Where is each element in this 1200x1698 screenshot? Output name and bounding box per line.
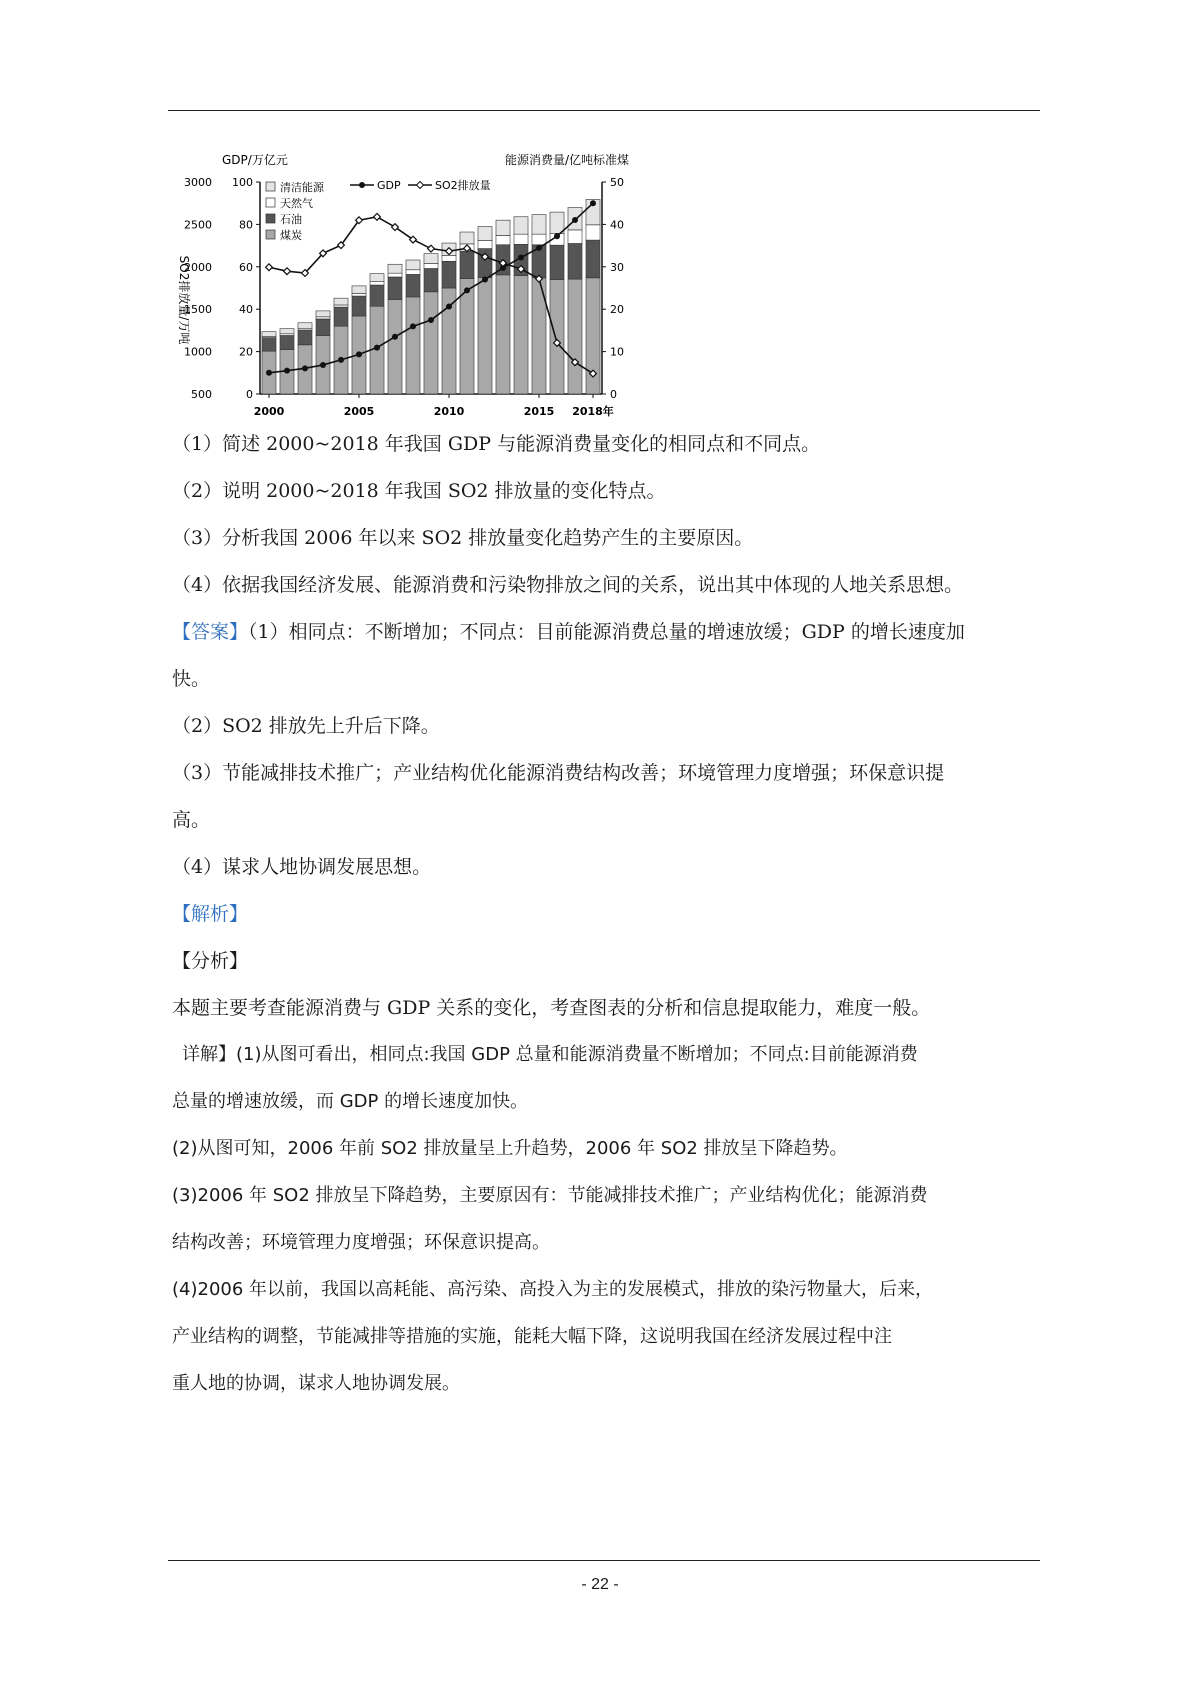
gdp-point — [590, 200, 596, 206]
so2-tick-label: 500 — [191, 388, 212, 401]
so2-point — [266, 264, 273, 271]
energy-bar-segment — [478, 241, 492, 249]
gdp-tick-label: 100 — [232, 176, 253, 189]
gdp-tick-label: 80 — [239, 218, 253, 232]
gdp-axis-label: GDP/万亿元 — [222, 153, 288, 167]
analysis-intro: 本题主要考查能源消费与 GDP 关系的变化，考查图表的分析和信息提取能力，难度一般。 — [172, 997, 931, 1019]
so2-point — [374, 213, 381, 220]
question-2: （2）说明 2000~2018 年我国 SO2 排放量的变化特点。 — [172, 480, 666, 502]
gdp-point — [302, 365, 308, 371]
energy-bar-segment — [388, 277, 402, 299]
answer-4: （4）谋求人地协调发展思想。 — [172, 856, 432, 878]
energy-bar-segment — [406, 260, 420, 270]
detail-line-2: 总量的增速放缓，而 GDP 的增长速度加快。 — [172, 1091, 529, 1112]
energy-bar-segment — [424, 268, 438, 291]
analysis-subtag: 【分析】 — [172, 950, 249, 972]
legend-label: 清洁能源 — [280, 181, 324, 194]
energy-axis-label: 能源消费量/亿吨标准煤 — [505, 153, 630, 167]
gdp-tick-label: 0 — [246, 388, 253, 401]
legend-swatch — [266, 182, 275, 191]
energy-bar-segment — [514, 234, 528, 244]
gdp-point — [320, 362, 326, 368]
answer-tag: 【答案】 — [172, 621, 249, 643]
energy-bar-segment — [442, 255, 456, 261]
so2-point — [284, 268, 291, 275]
energy-bar-segment — [478, 227, 492, 241]
energy-bar-segment — [424, 263, 438, 268]
energy-bar-segment — [514, 276, 528, 394]
gdp-point — [266, 370, 272, 376]
x-tick-label: 2000 — [253, 405, 285, 418]
chart-svg — [168, 150, 668, 420]
energy-bar-segment — [496, 220, 510, 235]
energy-bar-segment — [568, 230, 582, 244]
detail-line-4: (3)2006 年 SO2 排放呈下降趋势，主要原因有：节能减排技术推广；产业结构优化；能源消费 — [172, 1185, 928, 1206]
legend-label: 石油 — [280, 213, 302, 226]
answer-1-cont: 快。 — [172, 668, 211, 690]
legend-label: GDP — [377, 179, 401, 192]
energy-bar-segment — [550, 245, 564, 279]
energy-bar-segment — [262, 332, 276, 337]
energy-bar-segment — [298, 330, 312, 345]
header-rule — [168, 110, 1040, 111]
energy-bar-segment — [370, 282, 384, 285]
energy-bar-segment — [280, 329, 294, 334]
energy-bar-segment — [424, 254, 438, 264]
energy-bar-segment — [352, 296, 366, 316]
energy-bar-segment — [388, 264, 402, 273]
energy-bar-segment — [514, 217, 528, 234]
gdp-point — [356, 351, 362, 357]
gdp-point — [428, 317, 434, 323]
energy-bar-segment — [442, 261, 456, 288]
legend-label: 煤炭 — [280, 229, 302, 242]
detail-line-6: (4)2006 年以前，我国以高耗能、高污染、高投入为主的发展模式，排放的染污物量大，后来， — [172, 1279, 934, 1300]
energy-tick-label: 20 — [610, 303, 624, 317]
page-number: - 22 - — [581, 1576, 619, 1593]
question-3: （3）分析我国 2006 年以来 SO2 排放量变化趋势产生的主要原因。 — [172, 527, 754, 549]
energy-bar-segment — [262, 338, 276, 352]
energy-bar-segment — [406, 270, 420, 275]
energy-bar-segment — [316, 317, 330, 319]
energy-bar-segment — [550, 212, 564, 233]
legend-swatch — [266, 214, 275, 223]
gdp-point — [536, 245, 542, 251]
energy-bar-segment — [334, 305, 348, 307]
so2-tick-label: 1000 — [184, 345, 212, 359]
x-tick-label: 2010 — [433, 405, 465, 418]
energy-bar-segment — [460, 279, 474, 394]
energy-bar-segment — [316, 319, 330, 336]
energy-tick-label: 30 — [610, 260, 624, 274]
energy-bar-segment — [568, 279, 582, 394]
so2-point — [428, 245, 435, 252]
gdp-point — [464, 287, 470, 293]
detail-line-7: 产业结构的调整，节能减排等措施的实施，能耗大幅下降，这说明我国在经济发展过程中注 — [172, 1326, 892, 1347]
energy-bar-segment — [334, 298, 348, 305]
legend-label: 天然气 — [280, 197, 313, 210]
gdp-point — [482, 277, 488, 283]
gdp-tick-label: 20 — [239, 345, 253, 359]
detail-line-3: (2)从图可知，2006 年前 SO2 排放量呈上升趋势，2006 年 SO2 排放呈下降趋势。 — [172, 1138, 848, 1159]
energy-bar-segment — [424, 292, 438, 394]
analysis-tag: 【解析】 — [172, 903, 249, 925]
gdp-point — [446, 303, 452, 309]
question-1: （1）简述 2000~2018 年我国 GDP 与能源消费量变化的相同点和不同点。 — [172, 433, 821, 455]
energy-bar-segment — [334, 307, 348, 326]
answer-3: （3）节能减排技术推广；产业结构优化能源消费结构改善；环境管理力度增强；环保意识提 — [172, 762, 945, 784]
gdp-point — [554, 233, 560, 239]
energy-bar-segment — [388, 299, 402, 394]
energy-bar-segment — [460, 251, 474, 279]
energy-bar-segment — [352, 294, 366, 297]
question-4: （4）依据我国经济发展、能源消费和污染物排放之间的关系，说出其中体现的人地关系思想。 — [172, 574, 964, 596]
x-tick-label: 2018年 — [572, 405, 614, 418]
energy-tick-label: 40 — [610, 218, 624, 232]
energy-bar-segment — [406, 274, 420, 296]
detail-line-5: 结构改善；环境管理力度增强；环保意识提高。 — [172, 1232, 550, 1253]
gdp-point — [338, 357, 344, 363]
answer-3-cont: 高。 — [172, 809, 211, 831]
energy-bar-segment — [370, 285, 384, 306]
gdp-point — [284, 368, 290, 374]
energy-bar-segment — [298, 323, 312, 329]
x-tick-label: 2015 — [523, 405, 555, 418]
answer-1: （1）相同点：不断增加；不同点：目前能源消费总量的增速放缓；GDP 的增长速度加 — [248, 621, 965, 643]
energy-gdp-so2-chart — [168, 150, 668, 420]
so2-tick-label: 2500 — [184, 218, 212, 232]
gdp-point — [374, 345, 380, 351]
energy-bar-segment — [532, 234, 546, 245]
energy-bar-segment — [496, 235, 510, 244]
legend-so2-marker — [417, 182, 424, 189]
legend-label: SO2排放量 — [435, 179, 491, 192]
answer-2: （2）SO2 排放先上升后下降。 — [172, 715, 440, 737]
legend-swatch — [266, 198, 275, 207]
energy-tick-label: 50 — [610, 176, 624, 189]
energy-bar-segment — [316, 311, 330, 317]
energy-bar-segment — [568, 243, 582, 279]
so2-tick-label: 3000 — [184, 176, 212, 189]
legend-swatch — [266, 230, 275, 239]
legend-gdp-marker — [359, 182, 365, 188]
energy-bar-segment — [406, 297, 420, 394]
so2-tick-label: 1500 — [184, 303, 212, 317]
footer-rule — [168, 1560, 1040, 1561]
energy-bar-segment — [352, 286, 366, 294]
energy-bar-segment — [388, 273, 402, 277]
so2-axis-label: SO2排放量/万吨 — [177, 255, 191, 345]
gdp-point — [392, 334, 398, 340]
gdp-tick-label: 60 — [239, 260, 253, 274]
so2-tick-label: 2000 — [184, 260, 212, 274]
energy-bar-segment — [586, 225, 600, 240]
answer-line-1 — [172, 620, 1042, 644]
x-tick-label: 2005 — [343, 405, 375, 418]
gdp-tick-label: 40 — [239, 303, 253, 317]
energy-bar-segment — [280, 335, 294, 349]
energy-bar-segment — [532, 215, 546, 235]
energy-tick-label: 10 — [610, 345, 624, 359]
chart-bars — [262, 199, 600, 394]
energy-bar-segment — [478, 277, 492, 394]
chart-legend — [266, 178, 491, 242]
detail-line-1: 详解】(1)从图可看出，相同点:我国 GDP 总量和能源消费量不断增加；不同点:目前能源消费 — [182, 1044, 918, 1065]
detail-line-8: 重人地的协调，谋求人地协调发展。 — [172, 1373, 460, 1394]
energy-tick-label: 0 — [610, 388, 617, 401]
energy-bar-segment — [370, 274, 384, 282]
energy-bar-segment — [460, 232, 474, 244]
energy-bar-segment — [550, 280, 564, 394]
energy-bar-segment — [586, 240, 600, 278]
energy-bar-segment — [496, 275, 510, 394]
gdp-point — [572, 217, 578, 223]
gdp-point — [518, 254, 524, 260]
gdp-point — [410, 323, 416, 329]
